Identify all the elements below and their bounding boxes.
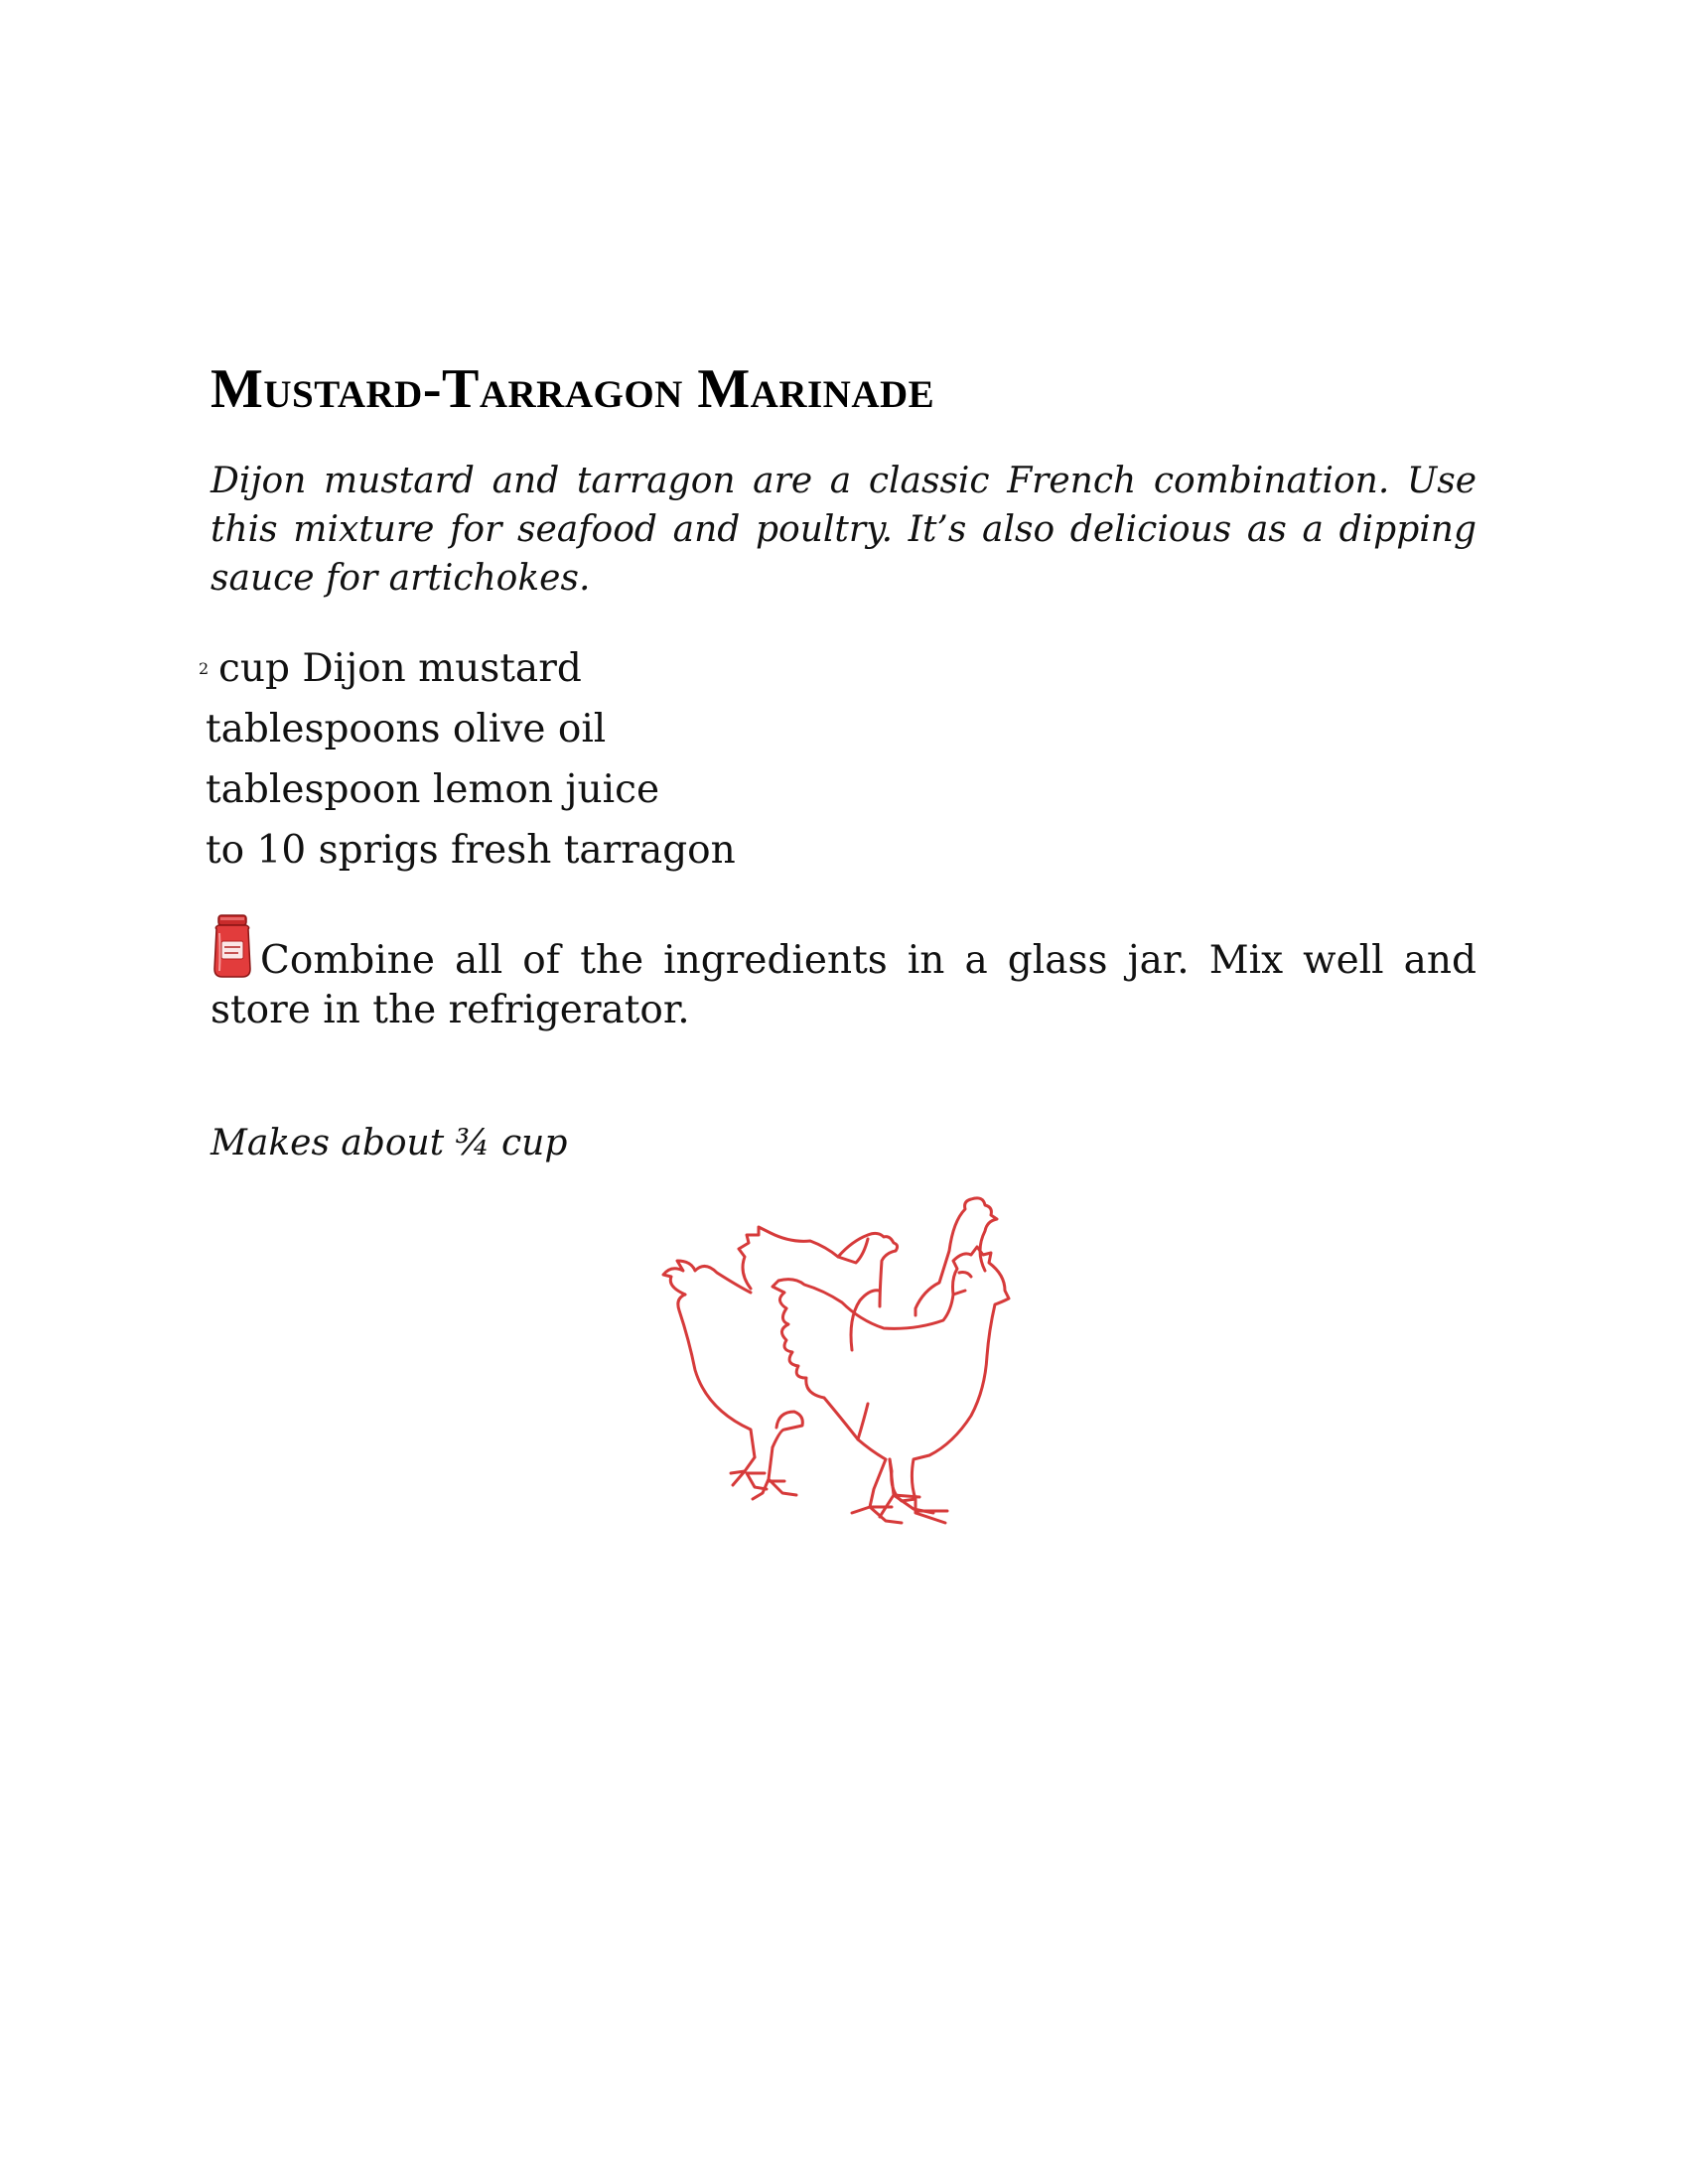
ingredient-text: cup Dijon mustard	[218, 646, 582, 691]
chickens-illustration	[655, 1191, 1043, 1588]
ingredient-item	[0, 764, 894, 824]
ingredient-text: tablespoon lemon juice	[206, 767, 660, 812]
ingredient-text: to 10 sprigs fresh tarragon	[206, 828, 736, 873]
recipe-title: Mustard-Tarragon Marinade	[211, 357, 935, 420]
ingredient-quantity: 2	[199, 659, 210, 678]
method-text: Combine all of the ingredients in a glass jar. Mix well and store in the refrigerator.	[211, 938, 1477, 1032]
ingredient-item	[0, 825, 894, 885]
recipe-intro: Dijon mustard and tarragon are a classic French combination. Use this mixture for seafood and poultry. It’s also delicious as a dipping sauce for artichokes.	[211, 461, 1477, 599]
ingredient-text: tablespoons olive oil	[206, 707, 607, 751]
ingredient-item	[0, 643, 894, 703]
recipe-method	[211, 913, 1477, 1035]
recipe-yield: Makes about ¾ cup	[211, 1123, 568, 1163]
ingredient-item	[0, 704, 894, 763]
jar-icon	[211, 913, 254, 979]
